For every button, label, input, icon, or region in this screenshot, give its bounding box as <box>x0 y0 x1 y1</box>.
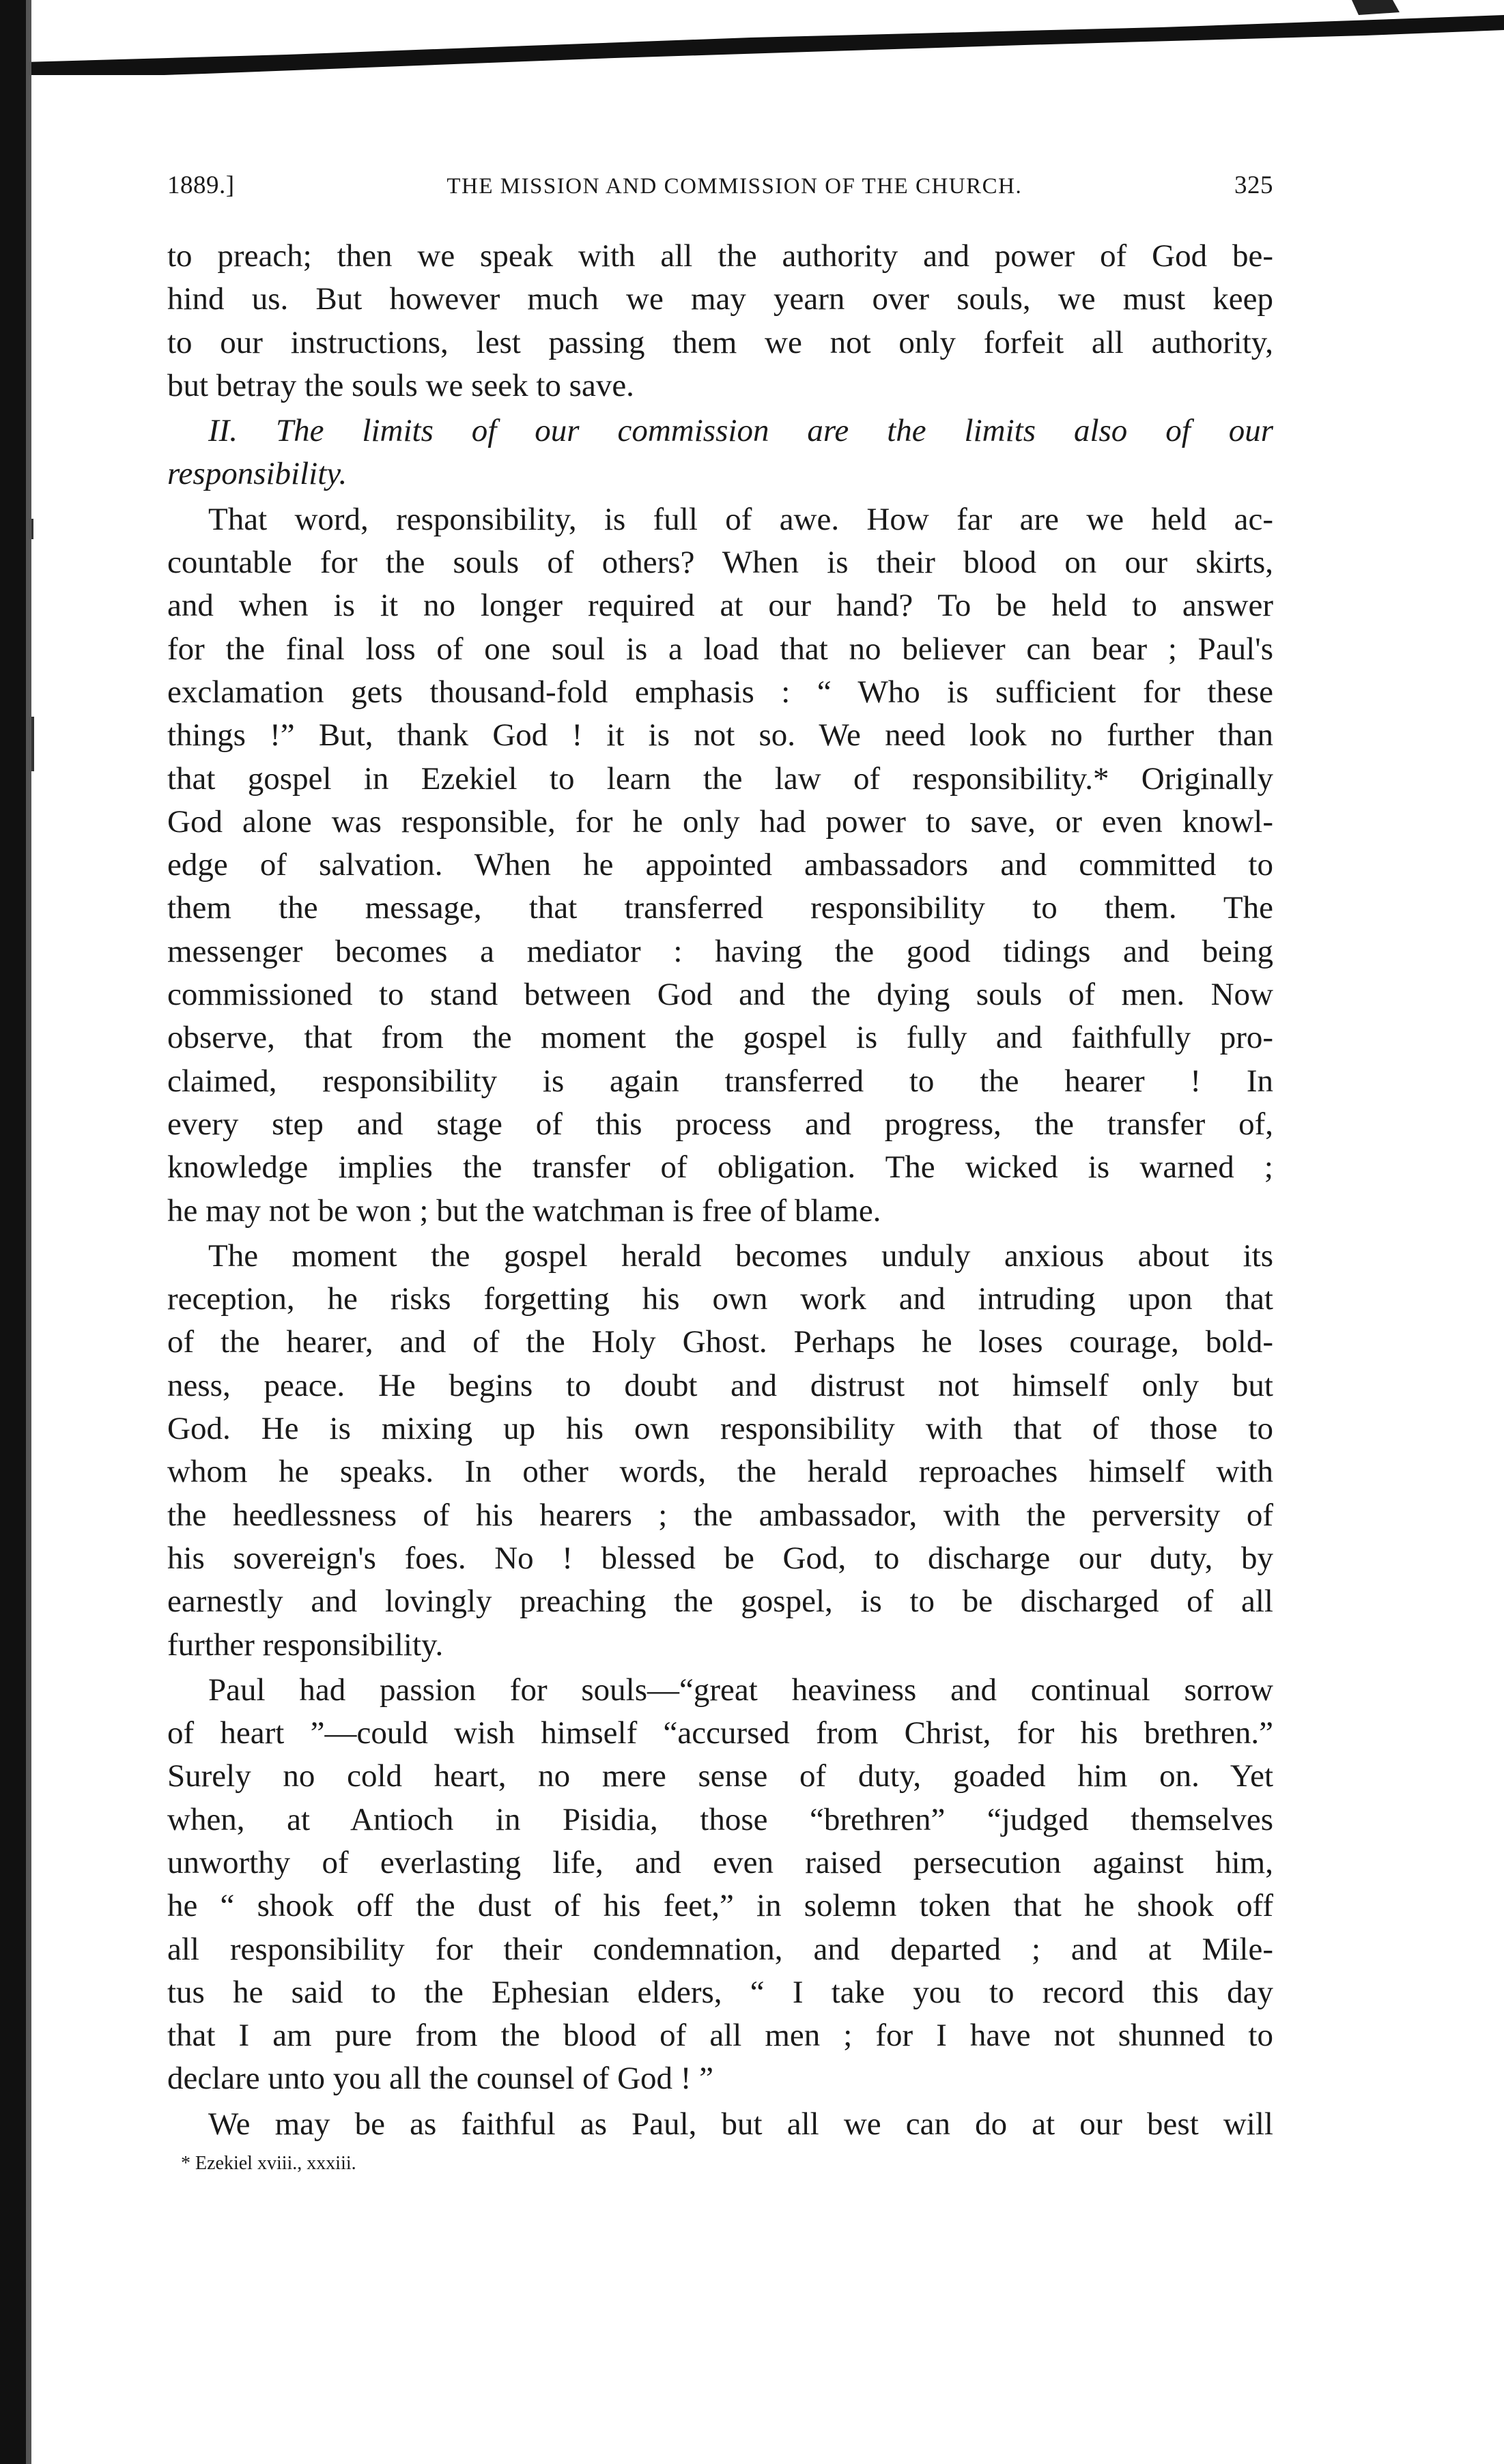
text-line: for the final loss of one soul is a load that no believer can bear ; Paul's <box>167 631 1273 667</box>
text-line: claimed, responsibility is again transferred to the hearer ! In <box>167 1063 1273 1099</box>
text-line: exclamation gets thousand-fold emphasis : “ Who is sufficient for these <box>167 674 1273 710</box>
text-line: Paul had passion for souls—“great heaviness and continual sorrow <box>208 1672 1273 1708</box>
footnote: * Ezekiel xviii., xxxiii. <box>181 2153 356 2175</box>
header-year: 1889.] <box>167 171 235 199</box>
text-line: commissioned to stand between God and the dying souls of men. Now <box>167 977 1273 1013</box>
page-number: 325 <box>1234 171 1273 199</box>
text-line: he may not be won ; but the watchman is free of blame. <box>167 1192 881 1229</box>
text-line: but betray the souls we seek to save. <box>167 367 634 403</box>
text-line: declare unto you all the counsel of God ! ” <box>167 2061 714 2097</box>
text-line: Surely no cold heart, no mere sense of duty, goaded him on. Yet <box>167 1758 1273 1794</box>
scan-border-top <box>0 0 1504 75</box>
paragraph-1 <box>167 235 1273 407</box>
text-line: ness, peace. He begins to doubt and distrust not himself only but <box>167 1367 1273 1403</box>
text-line: God alone was responsible, for he only had power to save, or even knowl- <box>167 803 1273 840</box>
text-line: of the hearer, and of the Holy Ghost. Perhaps he loses courage, bold- <box>167 1324 1273 1360</box>
text-line: hind us. But however much we may yearn over souls, we must keep <box>167 281 1273 317</box>
text-line: all responsibility for their condemnation, and departed ; and at Mile- <box>167 1931 1273 1967</box>
text-line: II. The limits of our commission are the limits also of our <box>208 413 1273 449</box>
text-line: earnestly and lovingly preaching the gospel, is to be discharged of all <box>167 1584 1273 1620</box>
text-line: We may be as faithful as Paul, but all we can do at our best will <box>208 2106 1273 2142</box>
paragraph-5 <box>167 1669 1273 2101</box>
text-line: to preach; then we speak with all the authority and power of God be- <box>167 238 1273 274</box>
text-line: of heart ”—could wish himself “accursed from Christ, for his brethren.” <box>167 1715 1273 1751</box>
text-line: reception, he risks forgetting his own work and intruding upon that <box>167 1281 1273 1317</box>
text-line: unworthy of everlasting life, and even raised persecution against him, <box>167 1844 1273 1880</box>
header-title: THE MISSION AND COMMISSION OF THE CHURCH. <box>446 174 1023 199</box>
text-line: things !” But, thank God ! it is not so. We need look no further than <box>167 717 1273 754</box>
text-line: when, at Antioch in Pisidia, those “brethren” “judged themselves <box>167 1801 1273 1837</box>
text-line: observe, that from the moment the gospel is fully and faithfully pro- <box>167 1020 1273 1056</box>
text-line: whom he speaks. In other words, the herald reproaches himself with <box>167 1454 1273 1490</box>
text-line: every step and stage of this process and progress, the transfer of, <box>167 1106 1273 1142</box>
text-line: That word, responsibility, is full of awe. How far are we held ac- <box>208 501 1273 537</box>
text-line: The moment the gospel herald becomes unduly anxious about its <box>208 1237 1273 1274</box>
text-line: responsibility. <box>167 456 347 492</box>
text-line: to our instructions, lest passing them we not only forfeit all authority, <box>167 324 1273 360</box>
paragraph-6 <box>167 2103 1273 2146</box>
book-page <box>167 171 1273 2175</box>
text-line: his sovereign's foes. No ! blessed be God, to discharge our duty, by <box>167 1540 1273 1576</box>
text-line: God. He is mixing up his own responsibility with that of those to <box>167 1411 1273 1447</box>
section-heading-ii <box>167 410 1273 496</box>
paragraph-4 <box>167 1235 1273 1667</box>
text-line: tus he said to the Ephesian elders, “ I take you to record this day <box>167 1974 1273 2010</box>
text-line: he “ shook off the dust of his feet,” in solemn token that he shook off <box>167 1888 1273 1924</box>
paragraph-3 <box>167 498 1273 1233</box>
text-line: messenger becomes a mediator : having the good tidings and being <box>167 933 1273 969</box>
text-line: countable for the souls of others? When is their blood on our skirts, <box>167 545 1273 581</box>
text-line: knowledge implies the transfer of obligation. The wicked is warned ; <box>167 1149 1273 1186</box>
text-line: that gospel in Ezekiel to learn the law of responsibility.* Originally <box>167 760 1273 797</box>
running-head <box>167 171 1273 212</box>
text-line: edge of salvation. When he appointed ambassadors and committed to <box>167 847 1273 883</box>
text-line: the heedlessness of his hearers ; the ambassador, with the perversity of <box>167 1497 1273 1533</box>
scan-border-left <box>0 0 75 2464</box>
text-line: them the message, that transferred responsibility to them. The <box>167 890 1273 926</box>
text-line: and when is it no longer required at our hand? To be held to answer <box>167 588 1273 624</box>
text-line: that I am pure from the blood of all men ; for I have not shunned to <box>167 2018 1273 2054</box>
text-line: further responsibility. <box>167 1627 444 1663</box>
